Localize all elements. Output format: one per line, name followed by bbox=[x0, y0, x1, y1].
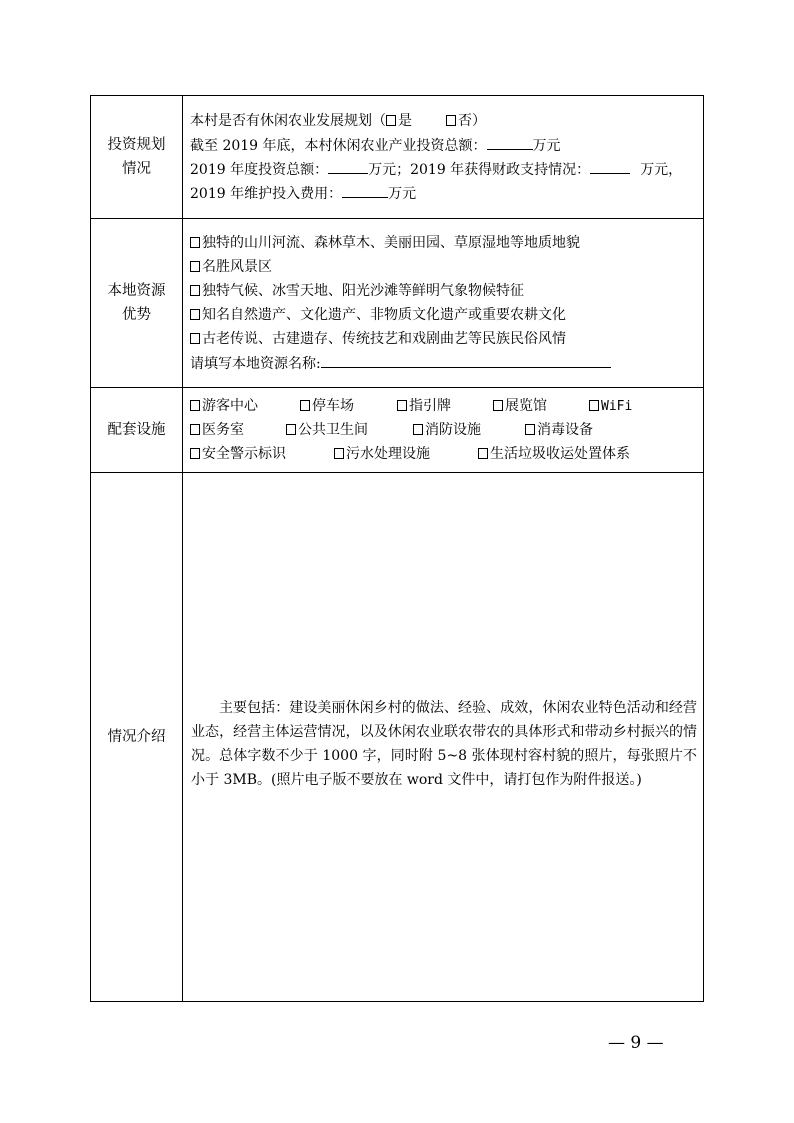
page-number: — 9 — bbox=[608, 1033, 664, 1053]
checkbox[interactable] bbox=[478, 448, 488, 459]
facility-item bbox=[190, 394, 300, 418]
resource-name-blank[interactable] bbox=[321, 351, 611, 368]
facility-item bbox=[286, 418, 413, 442]
investment-label bbox=[91, 96, 183, 219]
facilities-row bbox=[91, 388, 704, 473]
checkbox[interactable] bbox=[300, 400, 310, 411]
facility-label: 公共卫生间 bbox=[298, 422, 368, 438]
maintenance-unit: 万元 bbox=[388, 186, 417, 202]
checkbox[interactable] bbox=[190, 400, 200, 411]
plan-question-text: 本村是否有休闲农业发展规划（ bbox=[190, 113, 386, 129]
checkbox[interactable] bbox=[334, 448, 344, 459]
resources-row bbox=[91, 219, 704, 388]
checkbox[interactable] bbox=[286, 424, 296, 435]
facilities-line-2 bbox=[190, 418, 699, 442]
annual-investment-blank[interactable] bbox=[328, 157, 368, 174]
facility-label: 安全警示标识 bbox=[202, 446, 286, 462]
facility-item bbox=[493, 394, 589, 418]
fiscal-support-blank[interactable] bbox=[590, 157, 630, 174]
checkbox[interactable] bbox=[190, 237, 200, 248]
facility-label: 游客中心 bbox=[202, 398, 258, 414]
facility-item bbox=[190, 442, 334, 466]
resource-item-label: 知名自然遗产、文化遗产、非物质文化遗产或重要农耕文化 bbox=[202, 307, 566, 323]
intro-content[interactable] bbox=[183, 473, 704, 1002]
annual-investment-text: 2019 年度投资总额： bbox=[190, 162, 329, 178]
resource-item-label: 古老传说、古建遗存、传统技艺和戏剧曲艺等民族民俗风情 bbox=[202, 331, 566, 347]
investment-content bbox=[183, 96, 704, 219]
maintenance-line bbox=[190, 181, 699, 205]
resources-label bbox=[91, 219, 183, 388]
checkbox[interactable] bbox=[493, 400, 503, 411]
resource-item bbox=[190, 327, 699, 351]
maintenance-text: 2019 年维护投入费用： bbox=[190, 186, 343, 202]
checkbox[interactable] bbox=[589, 400, 599, 411]
resource-name-prompt: 请填写本地资源名称: bbox=[190, 356, 321, 372]
facility-item bbox=[478, 442, 630, 466]
facility-label: 消毒设备 bbox=[537, 422, 593, 438]
facility-label: 指引牌 bbox=[409, 398, 451, 414]
intro-label: 情况介绍 bbox=[91, 473, 183, 1002]
checkbox[interactable] bbox=[190, 424, 200, 435]
checkbox[interactable] bbox=[190, 261, 200, 272]
investment-label-line2: 情况 bbox=[122, 161, 151, 177]
investment-label-line1: 投资规划 bbox=[107, 137, 166, 153]
facility-item bbox=[300, 394, 397, 418]
facility-item bbox=[397, 394, 493, 418]
application-form-table bbox=[90, 95, 704, 1002]
checkbox-yes[interactable] bbox=[386, 115, 396, 126]
checkbox-no[interactable] bbox=[446, 115, 456, 126]
plan-question bbox=[190, 109, 699, 133]
facilities-line-3 bbox=[190, 442, 699, 466]
facility-item bbox=[334, 442, 478, 466]
option-no-label: 否） bbox=[458, 113, 486, 129]
total-investment-unit: 万元 bbox=[532, 138, 561, 154]
facility-item bbox=[413, 418, 525, 442]
checkbox[interactable] bbox=[397, 400, 407, 411]
intro-instructions: 主要包括：建设美丽休闲乡村的做法、经验、成效，休闲农业特色活动和经营业态，经营主体运营情况，以及休闲农业联农带农的具体形式和带动乡村振兴的情况。总体字数不少于 1000 字，同时附 5~8 张体现村容村貌的照片，每张照片不小于 3MB。(照片电子版不要放在 word 文件中，请打包作为附件报送。) bbox=[191, 700, 697, 788]
fiscal-support-text: 万元；2019 年获得财政支持情况： bbox=[368, 162, 591, 178]
resources-label-line2: 优势 bbox=[122, 307, 151, 323]
facility-label: WiFi bbox=[601, 399, 633, 414]
facility-item bbox=[589, 394, 632, 419]
checkbox[interactable] bbox=[413, 424, 423, 435]
total-investment-text: 截至 2019 年底，本村休闲农业产业投资总额： bbox=[190, 138, 487, 154]
checkbox[interactable] bbox=[190, 333, 200, 344]
checkbox[interactable] bbox=[190, 309, 200, 320]
facility-label: 展览馆 bbox=[505, 398, 547, 414]
fiscal-support-unit: 万元， bbox=[640, 162, 683, 178]
resource-item-label: 独特气候、冰雪天地、阳光沙滩等鲜明气象物候特征 bbox=[202, 283, 524, 299]
total-investment-line bbox=[190, 133, 699, 157]
checkbox[interactable] bbox=[190, 448, 200, 459]
investment-row bbox=[91, 96, 704, 219]
total-investment-blank[interactable] bbox=[487, 133, 533, 150]
facilities-line-1 bbox=[190, 394, 699, 418]
resources-label-line1: 本地资源 bbox=[107, 283, 166, 299]
checkbox[interactable] bbox=[190, 285, 200, 296]
facility-label: 生活垃圾收运处置体系 bbox=[490, 446, 630, 462]
resource-name-line bbox=[190, 351, 699, 375]
checkbox[interactable] bbox=[525, 424, 535, 435]
resources-content bbox=[183, 219, 704, 388]
resource-item bbox=[190, 231, 699, 255]
facility-label: 停车场 bbox=[312, 398, 354, 414]
resource-item-label: 独特的山川河流、森林草木、美丽田园、草原湿地等地质地貌 bbox=[202, 235, 580, 251]
facility-item bbox=[190, 418, 286, 442]
resource-item bbox=[190, 279, 699, 303]
maintenance-blank[interactable] bbox=[342, 181, 388, 198]
facilities-content bbox=[183, 388, 704, 473]
facility-label: 污水处理设施 bbox=[346, 446, 430, 462]
resource-item bbox=[190, 255, 699, 279]
resource-item-label: 名胜风景区 bbox=[202, 259, 272, 275]
resource-item bbox=[190, 303, 699, 327]
intro-row bbox=[91, 473, 704, 1002]
facility-item bbox=[525, 418, 593, 442]
facility-label: 医务室 bbox=[202, 422, 244, 438]
facility-label: 消防设施 bbox=[425, 422, 481, 438]
facilities-label: 配套设施 bbox=[91, 388, 183, 473]
annual-investment-line bbox=[190, 157, 699, 181]
option-yes-label: 是 bbox=[398, 113, 412, 129]
